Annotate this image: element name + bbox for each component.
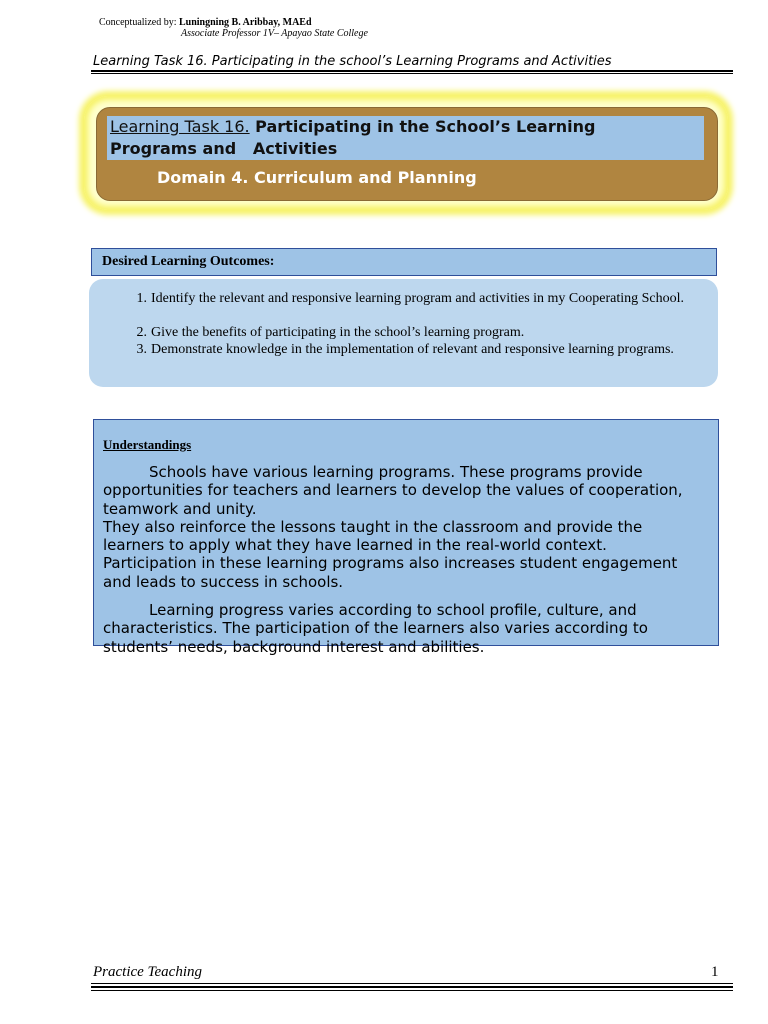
domain-title: Domain 4. Curriculum and Planning bbox=[157, 168, 477, 187]
outcome-number: 2. bbox=[136, 325, 147, 340]
outcome-item bbox=[136, 324, 689, 341]
outcome-number: 3. bbox=[136, 342, 147, 357]
outcome-text: Demonstrate knowledge in the implementation of relevant and responsive learning programs. bbox=[151, 342, 674, 357]
understandings-heading: Understandings bbox=[103, 437, 192, 452]
header-rule bbox=[91, 70, 733, 72]
credit-role: Associate Professor 1V– Apayao State College bbox=[181, 28, 368, 39]
footer-rule bbox=[91, 983, 733, 984]
outcome-number: 1. bbox=[136, 291, 147, 306]
outcome-text: Give the benefits of participating in the school’s learning program. bbox=[151, 325, 525, 340]
credit-name: Luningning B. Aribbay, MAEd bbox=[178, 17, 312, 28]
paragraph-2: They also reinforce the lessons taught in the classroom and provide the learners to apply what they have learned in the real-world context. Participation in these learning programs also increases student engagement and leads to success in schools. bbox=[103, 517, 678, 591]
page-number: 1 bbox=[711, 964, 719, 980]
understandings-paragraph bbox=[103, 601, 705, 656]
paragraph-3: Learning progress varies according to school profile, culture, and characteristics. The participation of the learners also varies according to students’ needs, background interest and abilities. bbox=[103, 601, 648, 656]
banner-title bbox=[110, 116, 670, 160]
understandings-box bbox=[93, 419, 719, 656]
outcome-item bbox=[136, 290, 689, 307]
outcome-item bbox=[136, 341, 686, 358]
footer-title: Practice Teaching bbox=[93, 964, 203, 980]
header-rule-thin bbox=[91, 73, 733, 74]
paragraph-1: Schools have various learning programs. These programs provide opportunities for teachers and learners to develop the values of cooperation, teamwork and unity. bbox=[103, 463, 683, 518]
outcomes-label: Desired Learning Outcomes: bbox=[102, 254, 275, 269]
footer-rule bbox=[91, 986, 733, 988]
task-label: Learning Task 16. bbox=[110, 117, 250, 136]
credit-line bbox=[99, 17, 312, 28]
task-title-line1: Participating in the School’s Learning bbox=[249, 117, 596, 136]
running-header: Learning Task 16. Participating in the school’s Learning Programs and Activities bbox=[93, 54, 612, 69]
outcome-text: Identify the relevant and responsive learning program and activities in my Cooperating School. bbox=[151, 291, 685, 306]
footer-rule bbox=[91, 990, 733, 991]
understandings-paragraph bbox=[103, 463, 705, 591]
credit-prefix: Conceptualized by: bbox=[99, 17, 179, 28]
task-title-line2: Programs and Activities bbox=[110, 139, 338, 158]
